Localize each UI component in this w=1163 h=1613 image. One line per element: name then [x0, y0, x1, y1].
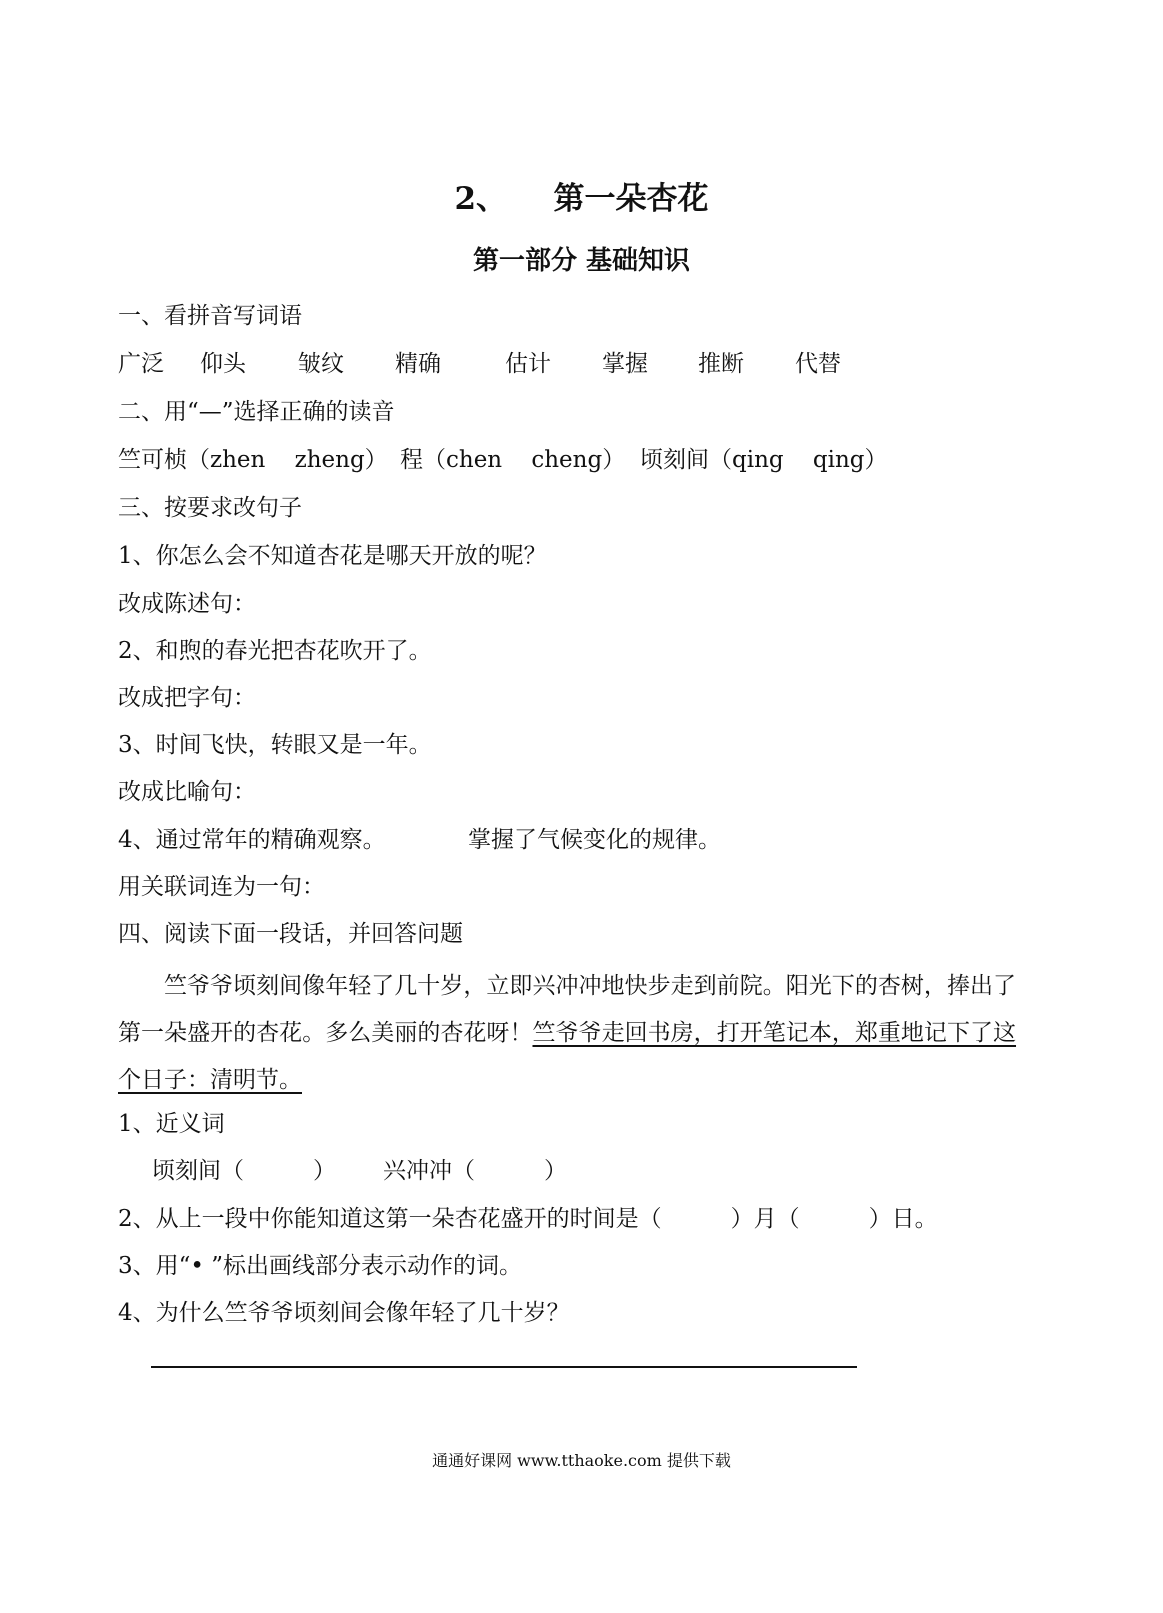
word-item: 估计 [505, 351, 551, 377]
reading-passage [118, 963, 1016, 1104]
task-label: 用关联词连为一句： [118, 874, 325, 900]
word-item: 精确 [395, 351, 441, 377]
section2-heading: 二、用“—”选择正确的读音 [118, 399, 395, 425]
section4-heading: 四、阅读下面一段话，并回答问题 [118, 921, 463, 947]
part-heading: 第一部分 基础知识 [472, 246, 691, 276]
question-text: 1、你怎么会不知道杏花是哪天开放的呢？ [118, 543, 547, 569]
word-item: 推断 [698, 351, 744, 377]
question-text: 4、为什么竺爷爷顷刻间会像年轻了几十岁？ [118, 1300, 570, 1326]
pronunciation-item: 竺可桢（zhen zheng） [118, 447, 388, 473]
question-text: 3、用“• ”标出画线部分表示动作的词。 [118, 1253, 523, 1279]
task-label: 改成比喻句： [118, 779, 256, 805]
pronunciation-item: 顷刻间（qing qing） [640, 447, 888, 473]
section3-heading: 三、按要求改句子 [118, 495, 302, 521]
section1-heading: 一、看拼音写词语 [118, 303, 302, 329]
question-text: 3、时间飞快，转眼又是一年。 [118, 732, 432, 758]
word-item: 代替 [795, 351, 841, 377]
synonym-item: 顷刻间（ ） [152, 1158, 336, 1184]
word-item: 皱纹 [298, 351, 344, 377]
word-item: 掌握 [602, 351, 648, 377]
question-text: 2、从上一段中你能知道这第一朵杏花盛开的时间是（ ）月（ ）日。 [118, 1206, 938, 1232]
task-label: 改成把字句： [118, 685, 256, 711]
footer-credit: 通通好课网 www.tthaoke.com 提供下载 [432, 1451, 731, 1470]
synonym-item: 兴冲冲（ ） [383, 1158, 567, 1184]
question-text: 掌握了气候变化的规律。 [468, 827, 721, 853]
answer-line [151, 1366, 857, 1368]
underlined-passage: 竺爷爷走回书房，打开笔记本，郑重地记下了这个日子：清明节。 [118, 1020, 1017, 1093]
passage-text: 竺爷爷顷刻间像年轻了几十岁，立即兴冲冲地快步走到前院。阳光下的杏树，捧出了第一朵盛开的杏花。多么美丽的杏花呀！ [118, 973, 1016, 1046]
word-item: 仰头 [200, 351, 246, 377]
page-title: 2、 第一朵杏花 [454, 181, 709, 217]
question-text: 1、近义词 [118, 1111, 225, 1137]
word-item: 广泛 [118, 351, 164, 377]
question-text: 2、和煦的春光把杏花吹开了。 [118, 638, 432, 664]
question-text: 4、通过常年的精确观察。 [118, 827, 386, 853]
pronunciation-item: 程（chen cheng） [400, 447, 626, 473]
task-label: 改成陈述句： [118, 591, 256, 617]
